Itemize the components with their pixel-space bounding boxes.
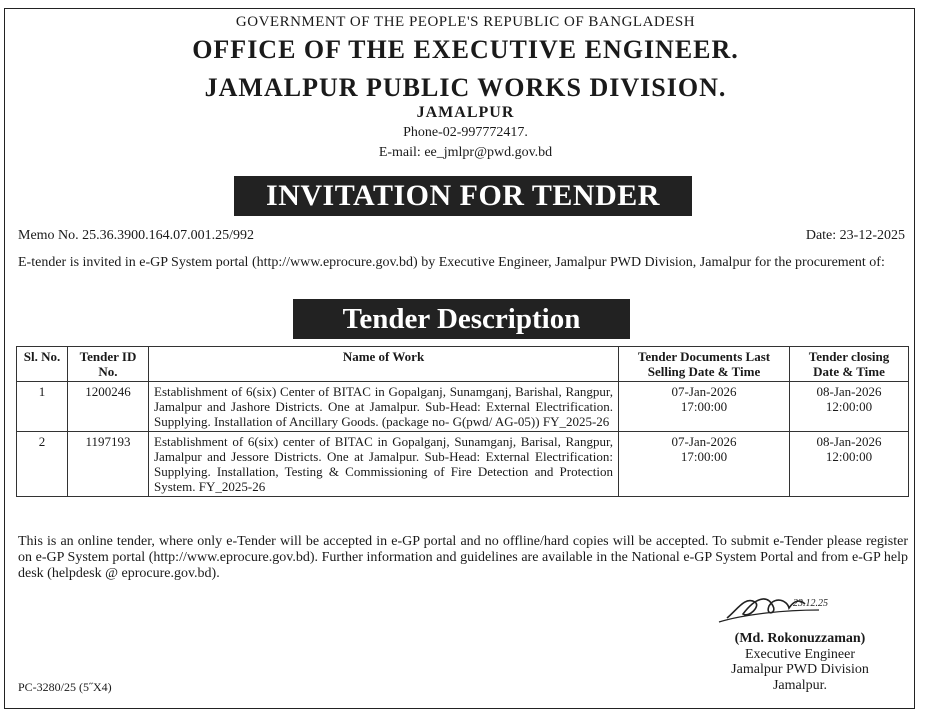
- intro-paragraph: E-tender is invited in e-GP System portal (http://www.eprocure.gov.bd) by Executive Engineer, Jamalpur PWD Division, Jamalpur for the procurement of:: [18, 255, 885, 270]
- pc-code: PC-3280/25 (5˝X4): [18, 680, 112, 694]
- signatory-title: Executive Engineer: [744, 646, 855, 662]
- invitation-banner: INVITATION FOR TENDER: [234, 176, 692, 216]
- row-work: Establishment of 6(six) Center of BITAC in Gopalganj, Sunamganj, Barishal, Rangpur, Jamalpur and Jashore Districts. One at Jamalpur. Sub-Head: External Electrification. Supplying. Installation of Ancillary Goods. (package no- G(pwd/ AG-05)) FY_2025-26: [149, 382, 619, 432]
- row-tender-id: 1200246: [68, 382, 149, 432]
- city-title: JAMALPUR: [416, 104, 515, 121]
- office-title: OFFICE OF THE EXECUTIVE ENGINEER.: [192, 35, 739, 64]
- header-sl: Sl. No.: [17, 347, 68, 382]
- header-doc-date: Tender Documents Last Selling Date & Time: [619, 347, 790, 382]
- table-row: [17, 432, 909, 497]
- signatory-office: Jamalpur PWD Division: [731, 662, 869, 677]
- tender-table: [16, 346, 909, 497]
- row-doc-date: 07-Jan-2026: [671, 384, 737, 399]
- notice-date: Date: 23-12-2025: [805, 228, 905, 243]
- online-tender-note: This is an online tender, where only e-Tender will be accepted in e-GP portal and no offline/hard copies will be accepted. To submit e-Tender please register on e-GP System portal (http://www.eprocure.gov.bd). Further information and guidelines are available in the National e-GP System Portal and from e-GP help desk (helpdesk @ eprocure.gov.bd).: [18, 534, 908, 581]
- row-work: Establishment of 6(six) center of BITAC in Gopalganj, Sunamganj, Barisal, Rangpur, Jamalpur and Jessore Districts. One at Jamalpur. Sub-Head: External Electrification: Supplying. Installation, Testing & Commissioning of Fire Detection and Protection System. FY_2025-26: [149, 432, 619, 497]
- row-sl: 2: [17, 432, 68, 497]
- row-tender-id: 1197193: [68, 432, 149, 497]
- row-doc-time: 17:00:00: [680, 399, 728, 414]
- row-close-date: 08-Jan-2026: [816, 384, 882, 399]
- division-title: JAMALPUR PUBLIC WORKS DIVISION.: [204, 73, 727, 102]
- row-close-time: 12:00:00: [825, 399, 873, 414]
- signature-date: 23.12.25: [793, 598, 828, 609]
- row-doc-datetime: [619, 432, 790, 497]
- signatory-name: (Md. Rokonuzzaman): [734, 631, 866, 646]
- handwritten-signature: [715, 588, 875, 628]
- signatory-block: [700, 631, 900, 693]
- header-tender-id: Tender ID No.: [68, 347, 149, 382]
- table-row: [17, 382, 909, 432]
- row-closing-datetime: [790, 432, 909, 497]
- row-sl: 1: [17, 382, 68, 432]
- row-close-date: 08-Jan-2026: [816, 434, 882, 449]
- header-closing-date: Tender closing Date & Time: [790, 347, 909, 382]
- tender-description-banner: Tender Description: [293, 299, 630, 339]
- government-line: GOVERNMENT OF THE PEOPLE'S REPUBLIC OF BANGLADESH: [235, 14, 696, 30]
- email-line: E-mail: ee_jmlpr@pwd.gov.bd: [378, 145, 553, 160]
- phone-line: Phone-02-997772417.: [403, 125, 528, 140]
- row-doc-time: 17:00:00: [680, 449, 728, 464]
- row-doc-datetime: [619, 382, 790, 432]
- header-work: Name of Work: [149, 347, 619, 382]
- memo-number: Memo No. 25.36.3900.164.07.001.25/992: [18, 228, 255, 243]
- row-closing-datetime: [790, 382, 909, 432]
- row-close-time: 12:00:00: [825, 449, 873, 464]
- row-doc-date: 07-Jan-2026: [671, 434, 737, 449]
- table-header-row: [17, 347, 909, 382]
- signatory-city: Jamalpur.: [772, 677, 828, 693]
